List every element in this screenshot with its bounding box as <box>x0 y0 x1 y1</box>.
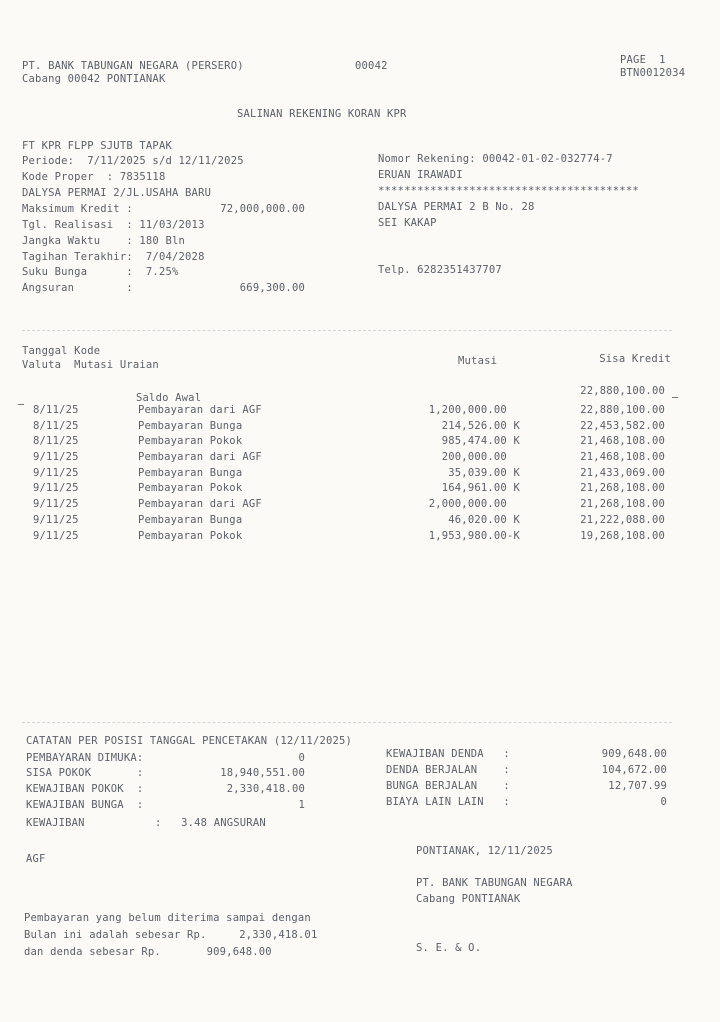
opening-balance: 22,880,100.00 <box>580 385 665 397</box>
kode-proper: Kode Proper : 7835118 <box>22 171 166 183</box>
product-name: FT KPR FLPP SJUTB TAPAK <box>22 140 172 152</box>
row-balance: 22,880,100.00 <box>580 404 665 416</box>
row-balance: 21,468,108.00 <box>580 435 665 448</box>
row-balance: 21,268,108.00 <box>580 498 665 511</box>
row-description: Pembayaran dari AGF <box>138 404 262 416</box>
row-mutasi: 164,961.00 K <box>441 482 520 495</box>
row-date: 9/11/25 <box>33 482 79 495</box>
kewajiban-label: KEWAJIBAN <box>26 817 85 829</box>
notes-heading: CATATAN PER POSISI TANGGAL PENCETAKAN (12/11/2025) <box>26 735 353 747</box>
row-balance: 21,433,069.00 <box>580 466 665 479</box>
account-number: Nomor Rekening: 00042-01-02-032774-7 <box>378 153 613 165</box>
row-date: 8/11/25 <box>33 435 79 448</box>
max-credit-label: Maksimum Kredit : <box>22 203 133 215</box>
note-label: KEWAJIBAN POKOK : <box>26 783 144 795</box>
angsuran-value: 669,300.00 <box>239 282 305 294</box>
note-value: 2,330,418.00 <box>226 783 305 795</box>
suku-bunga: Suku Bunga : 7.25% <box>22 266 179 278</box>
opening-label: Saldo Awal <box>136 392 202 404</box>
note-label: SISA POKOK : <box>26 767 144 779</box>
note-label: DENDA BERJALAN : <box>386 764 510 776</box>
note-value: 12,707.99 <box>608 780 667 792</box>
row-description: Pembayaran Bunga <box>138 513 243 526</box>
row-balance: 21,468,108.00 <box>580 451 665 464</box>
table-row <box>0 404 720 420</box>
divider-top <box>22 330 672 331</box>
row-mutasi: 200,000.00 <box>441 451 520 464</box>
table-row <box>0 530 720 546</box>
document-id: BTN0012034 <box>620 67 686 79</box>
page-number: PAGE 1 <box>620 54 666 66</box>
branch-code: 00042 <box>355 60 388 72</box>
tagihan-terakhir: Tagihan Terakhir: 7/04/2028 <box>22 251 205 263</box>
row-date: 9/11/25 <box>33 498 79 511</box>
col-mutasi-header: Mutasi <box>458 355 498 367</box>
row-date: 9/11/25 <box>33 529 79 542</box>
page-title: SALINAN REKENING KORAN KPR <box>237 108 407 120</box>
property-address: DALYSA PERMAI 2/JL.USAHA BARU <box>22 187 212 199</box>
note-value: 0 <box>660 796 667 808</box>
row-balance: 21,222,088.00 <box>580 513 665 526</box>
branch-name: Cabang 00042 PONTIANAK <box>22 73 166 85</box>
transaction-list <box>0 404 720 545</box>
period: Periode: 7/11/2025 s/d 12/11/2025 <box>22 155 244 167</box>
divider-bottom <box>22 722 672 723</box>
table-row <box>0 420 720 436</box>
row-mutasi: 1,953,980.00-K <box>428 529 520 542</box>
col-valuta-header: Valuta Mutasi Uraian <box>22 359 159 371</box>
angsuran-label: Angsuran : <box>22 282 133 294</box>
row-description: Pembayaran dari AGF <box>138 451 262 464</box>
outstanding-message-line-3: dan denda sebesar Rp. 909,648.00 <box>24 946 272 958</box>
signature-branch: Cabang PONTIANAK <box>416 893 521 905</box>
masked-line: **************************************** <box>378 185 639 197</box>
row-mutasi: 1,200,000.00 <box>428 404 520 416</box>
table-row <box>0 498 720 514</box>
row-description: Pembayaran dari AGF <box>138 498 262 511</box>
row-date: 9/11/25 <box>33 466 79 479</box>
note-value: 1 <box>298 799 305 811</box>
table-row <box>0 482 720 498</box>
holder-phone: Telp. 6282351437707 <box>378 264 502 276</box>
errors-omissions-note: S. E. & O. <box>416 942 482 954</box>
kewajiban-value: : 3.48 ANGSURAN <box>155 817 266 829</box>
note-label: BUNGA BERJALAN : <box>386 780 510 792</box>
row-balance: 22,453,582.00 <box>580 419 665 432</box>
bank-name: PT. BANK TABUNGAN NEGARA (PERSERO) <box>22 60 244 72</box>
row-mutasi: 985,474.00 K <box>441 435 520 448</box>
place-date: PONTIANAK, 12/11/2025 <box>416 845 553 857</box>
note-value: 104,672.00 <box>601 764 667 776</box>
row-mutasi: 2,000,000.00 <box>428 498 520 511</box>
max-credit-value: 72,000,000.00 <box>220 203 305 215</box>
note-value: 0 <box>298 752 305 764</box>
note-value: 18,940,551.00 <box>220 767 305 779</box>
table-row <box>0 451 720 467</box>
table-row <box>0 435 720 451</box>
row-date: 9/11/25 <box>33 451 79 464</box>
agf-label: AGF <box>26 853 46 865</box>
row-description: Pembayaran Bunga <box>138 419 243 432</box>
row-mutasi: 46,020.00 K <box>448 513 520 526</box>
note-label: KEWAJIBAN DENDA : <box>386 748 510 760</box>
note-label: BIAYA LAIN LAIN : <box>386 796 510 808</box>
row-balance: 19,268,108.00 <box>580 529 665 542</box>
holder-city: SEI KAKAP <box>378 217 437 229</box>
table-row <box>0 467 720 483</box>
col-tanggal-header: Tanggal Kode <box>22 345 101 357</box>
jangka-waktu: Jangka Waktu : 180 Bln <box>22 235 186 247</box>
signature-bank: PT. BANK TABUNGAN NEGARA <box>416 877 573 889</box>
margin-mark-right <box>672 397 678 398</box>
row-mutasi: 214,526.00 K <box>441 419 520 432</box>
row-description: Pembayaran Bunga <box>138 466 243 479</box>
col-sisa-header: Sisa Kredit <box>599 353 671 365</box>
row-date: 9/11/25 <box>33 513 79 526</box>
outstanding-message-line-2: Bulan ini adalah sebesar Rp. 2,330,418.01 <box>24 929 318 941</box>
row-mutasi: 35,039.00 K <box>448 466 520 479</box>
note-value: 909,648.00 <box>601 748 667 760</box>
row-date: 8/11/25 <box>33 419 79 432</box>
holder-address: DALYSA PERMAI 2 B No. 28 <box>378 201 535 213</box>
note-label: KEWAJIBAN BUNGA : <box>26 799 144 811</box>
row-description: Pembayaran Pokok <box>138 529 243 542</box>
row-description: Pembayaran Pokok <box>138 482 243 495</box>
realisasi-date: Tgl. Realisasi : 11/03/2013 <box>22 219 205 231</box>
holder-name: ERUAN IRAWADI <box>378 169 463 181</box>
table-row <box>0 514 720 530</box>
note-label: PEMBAYARAN DIMUKA: <box>26 752 144 764</box>
outstanding-message-line-1: Pembayaran yang belum diterima sampai dengan <box>24 912 311 924</box>
row-date: 8/11/25 <box>33 404 79 416</box>
row-balance: 21,268,108.00 <box>580 482 665 495</box>
row-description: Pembayaran Pokok <box>138 435 243 448</box>
